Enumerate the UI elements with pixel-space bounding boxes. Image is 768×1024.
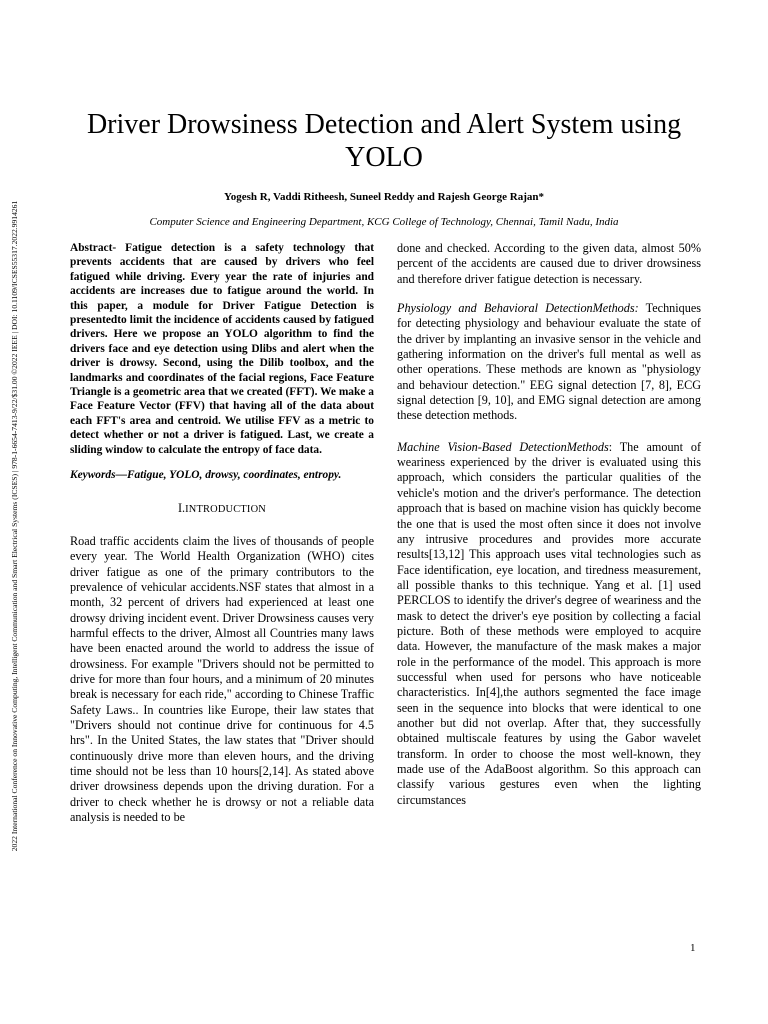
physiology-text: Techniques for detecting physiology and behaviour evaluate the state of the driver by implanting an invasive sensor in the vehicle and gathering information on the driver's full mental as well as other operations. These methods are known as "physiology and behaviour detection." EEG signal detection [7, 8], ECG signal detection [9, 10], and EMG signal detection are among these detection methods. — [397, 301, 701, 423]
conference-margin-note: 2022 International Conference on Innovative Computing, Intelligent Communication and Smart Electrical Systems (ICSES) | 978-1-6654-7413-9/22/$31.00 ©2022 IEEE | DOI: 10.1109/ICSES55317.2022.9914261 — [10, 200, 19, 852]
page-number: 1 — [690, 942, 696, 954]
physiology-paragraph — [397, 301, 701, 424]
paper-title: Driver Drowsiness Detection and Alert System using YOLO — [86, 109, 682, 173]
intro-paragraph: Road traffic accidents claim the lives of thousands of people every year. The World Health Organization (WHO) cites driver fatigue as one of the primary contributors to the prevalence of vehicular accidents.NSF states that almost in a month, 32 percent of drivers had experienced at least one drowsy driving incident event. Driver Drowsiness causes very harmful effects to the driver, Almost all Countries many laws have been enacted around the world to address the issue of drowsiness. For example "Drivers should not be permitted to drive for more than four hours, and a minimum of 20 minutes break is necessary for each ride," according to Chinese Traffic Safety Laws.. In countries like Europe, their law states that "Drivers should not continue drive for continuous for 4.5 hrs". In the United States, the law states that "Driver should continuously drive more than eleven hours, and the driving time should not be less than 10 hours[2,14]. As stated above driver drowsiness depends upon the driving duration. For a driver to check whether he is drowsy or not a reliable data analysis is needed to be — [70, 533, 374, 825]
machine-vision-paragraph — [397, 440, 701, 808]
abstract: Abstract- Fatigue detection is a safety technology that prevents accidents that are caused by drivers who feel fatigued while driving. Every year the rate of injuries and accidents are increases due to fatigue around the world. In this paper, a module for Driver Fatigue Detection is presentedto limit the incidence of accidents caused by fatigued drivers. Here we propose an YOLO algorithm to find the drivers face and eye detection using Dlibs and alert when the driver is drowsy. Second, using the Dilib toolbox, and the landmarks and coordinates of the facial regions, Face Feature Triangle is a geometric area that we created (FFT). We make a Face Feature Vector (FFV) that having all of the data about each FFT's area and centroid. We utilise FFV as a metric to detect whether or not a driver is fatigued. Last, we create a sliding window to calculate the entropy of face data. — [70, 242, 374, 456]
left-column — [70, 241, 374, 825]
machine-vision-heading: Machine Vision-Based DetectionMethods — [397, 439, 609, 454]
machine-vision-text: : The amount of weariness experienced by the driver is evaluated using this approach, which considers the particular qualities of the vehicle's motion and the driver's performance. The detection approach that is based on machine vision has quickly become the one that is used the most often since it does not involve any intrusive procedures and provides more accurate results[13,12] This approach uses vital technologies such as Face identification, eye location, and tiredness measurement, all possible thanks to this technique. Yang et al. [1] used PERCLOS to identify the driver's degree of weariness and the mask to detect the driver's eye position by collecting a facial picture. Both of these methods were employed to acquire data. However, the manufacture of the mask makes a major role in the performance of the model. This approach is more successful when used for persons who have noticeable characteristics. In[4],the authors segmented the face image seen in the sequence into blocks that were identical to one another but did not overlap. After that, they successfully obtained multiscale features by using the Gabor wavelet transform. In order to choose the most well-known, they made use of the AdaBoost algorithm. So this approach can classify various gestures even when the lighting circumstances — [397, 439, 701, 807]
author-list: Yogesh R, Vaddi Ritheesh, Suneel Reddy and Rajesh George Rajan* — [224, 191, 544, 203]
affiliation: Computer Science and Engineering Department, KCG College of Technology, Chennai, Tamil Nadu, India — [149, 216, 619, 228]
keywords: Keywords—Fatigue, YOLO, drowsy, coordinates, entropy. — [70, 469, 342, 482]
section-number: I. — [177, 500, 186, 515]
continued-paragraph: done and checked. According to the given data, almost 50% percent of the accidents are caused due to driver drowsiness and therefore driver fatigue detection is necessary. — [397, 241, 701, 286]
section-heading-introduction — [70, 501, 374, 517]
physiology-heading: Physiology and Behavioral DetectionMethods: — [397, 301, 639, 316]
right-column — [397, 241, 701, 808]
section-title: INTRODUCTION — [185, 503, 266, 515]
